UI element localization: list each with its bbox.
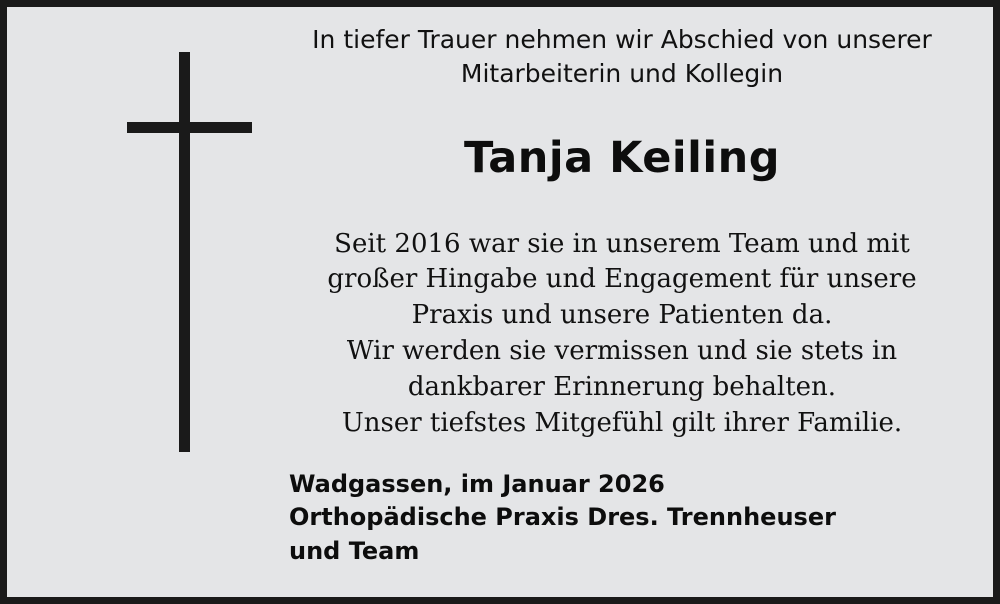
memorial-line: Unser tiefstes Mitgefühl gilt ihrer Familie. bbox=[341, 407, 903, 438]
intro-line: unserer Mitarbeiterin und Kollegin bbox=[460, 25, 932, 88]
memorial-line: dankbarer Erinnerung behalten. bbox=[407, 372, 837, 402]
memorial-line: großer Hingabe und Engagement für unsere bbox=[327, 264, 917, 295]
christian-cross-icon bbox=[127, 52, 257, 452]
memorial-line: Praxis und unsere Patienten da. bbox=[411, 300, 833, 331]
intro-line: In tiefer Trauer nehmen wir Abschied von bbox=[312, 25, 829, 54]
signature-team: und Team bbox=[289, 536, 420, 565]
cross-horizontal-bar bbox=[127, 122, 252, 133]
cross-vertical-bar bbox=[179, 52, 190, 452]
memorial-line: Seit 2016 war sie in unserem Team und mit bbox=[334, 228, 910, 259]
signature-location-date: Wadgassen, im Januar 2026 bbox=[289, 469, 665, 498]
intro-text bbox=[257, 23, 987, 91]
memorial-text bbox=[257, 227, 987, 442]
deceased-name: Tanja Keiling bbox=[464, 132, 780, 183]
memorial-line: Wir werden sie vermissen und sie stets in bbox=[346, 336, 898, 367]
signature-organization: Orthopädische Praxis Dres. Trennheuser bbox=[289, 503, 836, 532]
notice-content bbox=[257, 23, 987, 569]
signature-block bbox=[257, 468, 987, 569]
